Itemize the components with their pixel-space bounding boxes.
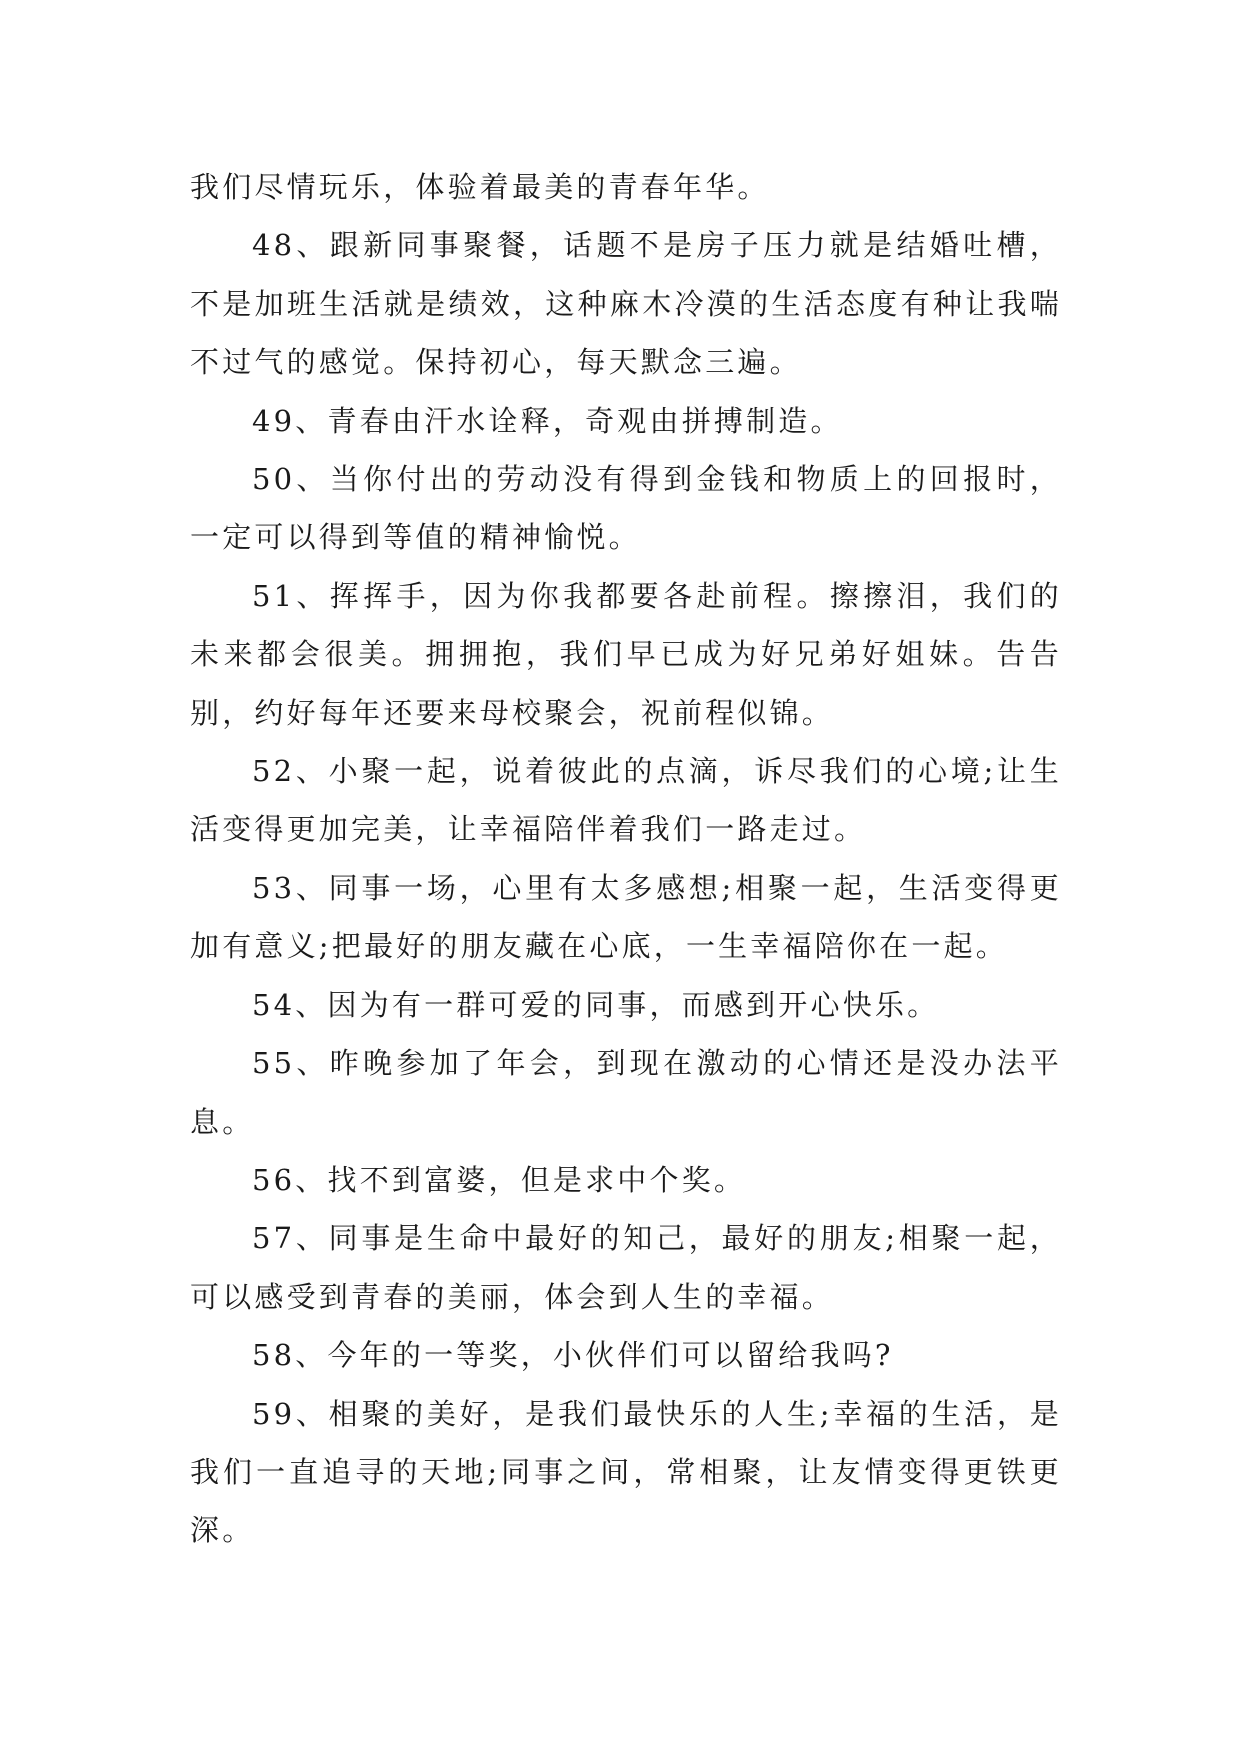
- paragraph-59: 59、相聚的美好，是我们最快乐的人生;幸福的生活，是我们一直追寻的天地;同事之间，常相聚，让友情变得更铁更深。: [190, 1396, 1062, 1548]
- paragraph-51: 51、挥挥手，因为你我都要各赴前程。擦擦泪，我们的未来都会很美。拥拥抱，我们早已成为好兄弟好姐妹。告告别，约好每年还要来母校聚会，祝前程似锦。: [190, 578, 1062, 730]
- paragraph-continuation: 我们尽情玩乐，体验着最美的青春年华。: [190, 170, 770, 204]
- paragraph-50: 50、当你付出的劳动没有得到金钱和物质上的回报时，一定可以得到等值的精神愉悦。: [190, 462, 1062, 555]
- paragraph-55: 55、昨晚参加了年会，到现在激动的心情还是没办法平息。: [190, 1046, 1062, 1139]
- paragraph-57: 57、同事是生命中最好的知己，最好的朋友;相聚一起，可以感受到青春的美丽，体会到人生的幸福。: [190, 1221, 1062, 1314]
- paragraph-52: 52、小聚一起，说着彼此的点滴，诉尽我们的心境;让生活变得更加完美，让幸福陪伴着我们一路走过。: [190, 754, 1062, 847]
- paragraph-48: 48、跟新同事聚餐，话题不是房子压力就是结婚吐槽，不是加班生活就是绩效，这种麻木冷漠的生活态度有种让我喘不过气的感觉。保持初心，每天默念三遍。: [190, 228, 1062, 380]
- document-body: [190, 158, 1062, 1560]
- paragraph-49: 49、青春由汗水诠释，奇观由拼搏制造。: [252, 403, 843, 438]
- paragraph-56: 56、找不到富婆，但是求中个奖。: [252, 1162, 747, 1197]
- paragraph-58: 58、今年的一等奖，小伙伴们可以留给我吗?: [252, 1338, 894, 1373]
- paragraph-54: 54、因为有一群可爱的同事，而感到开心快乐。: [252, 987, 940, 1022]
- paragraph-53: 53、同事一场，心里有太多感想;相聚一起，生活变得更加有意义;把最好的朋友藏在心底，一生幸福陪你在一起。: [190, 870, 1062, 964]
